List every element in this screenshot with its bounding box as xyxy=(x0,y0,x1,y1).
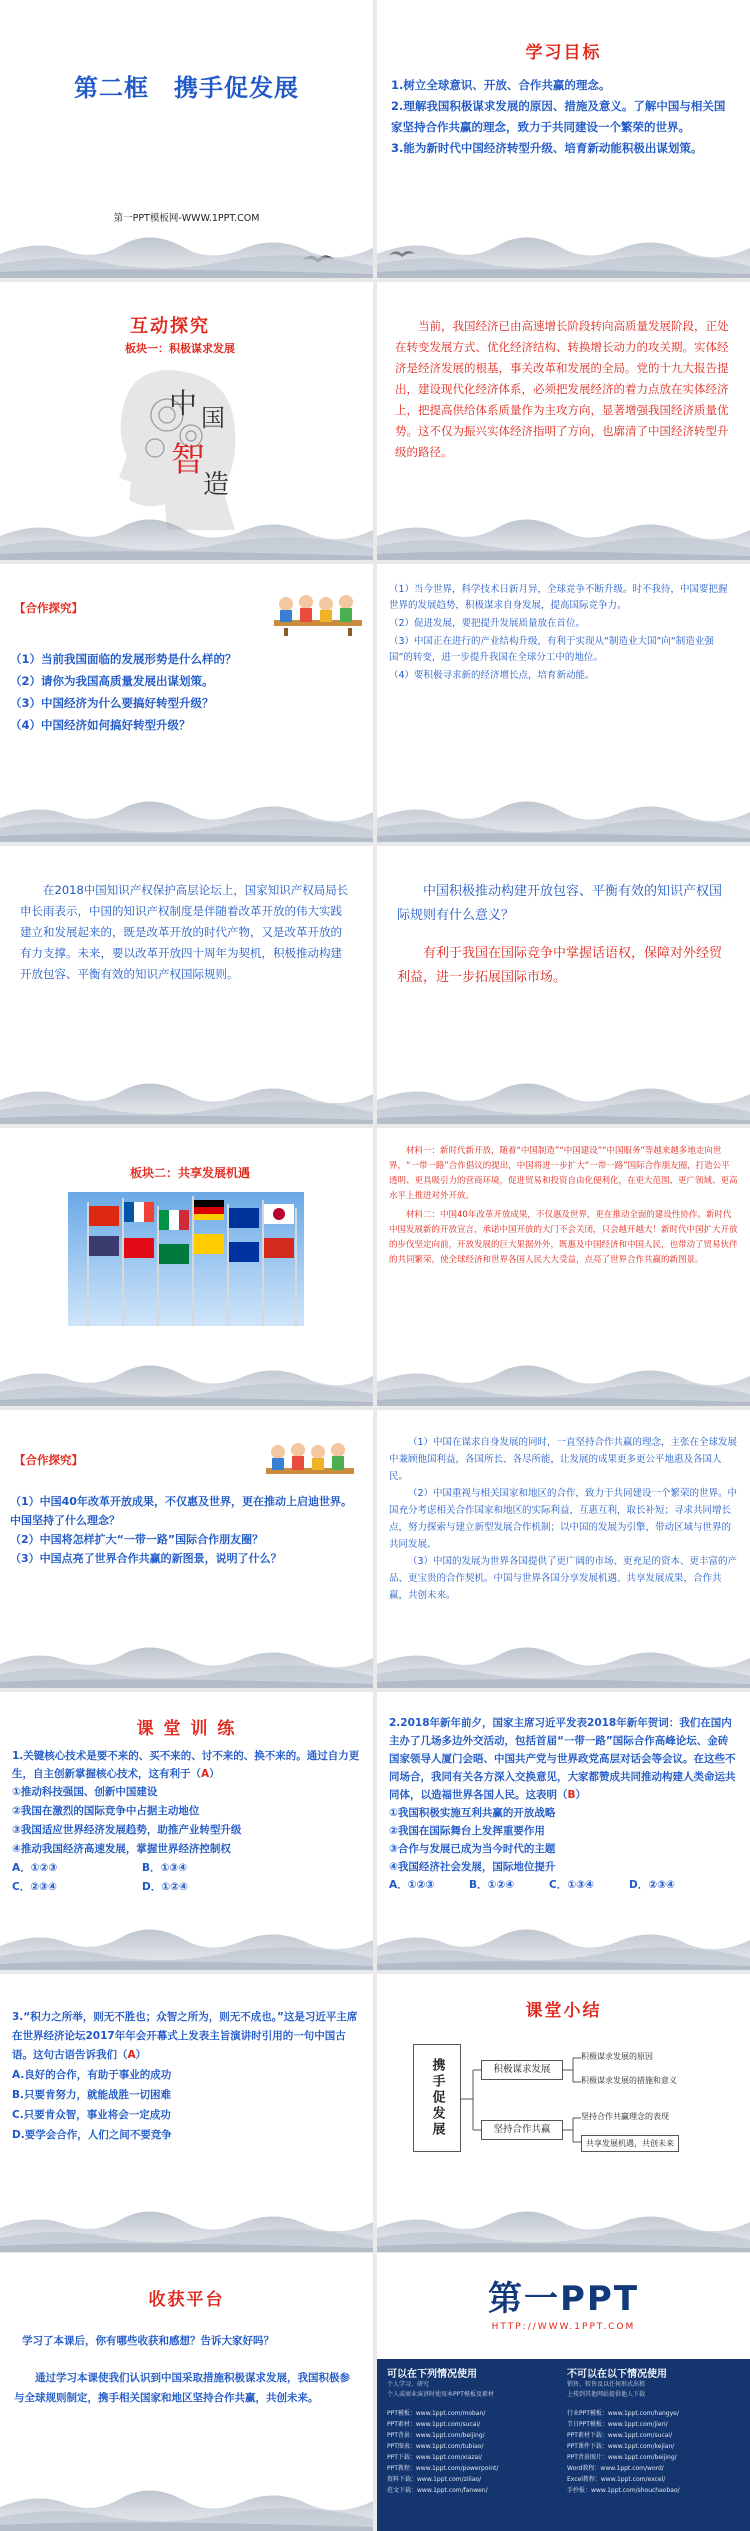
option: D.要学会合作，人们之间不要竞争 xyxy=(12,2129,172,2141)
answer: （2）中国重视与相关国家和地区的合作，致力于共同建设一个繁荣的世界。中国充分考虑相关合作国家和地区的实际利益，互惠互利，取长补短；寻求共同增长点，努力探索与建立新型发展合作机制；以中国的发展为引擎，带动区域与世界的共同发展。 xyxy=(389,1488,738,1550)
children-illustration xyxy=(270,586,366,636)
slide-title: 课堂小结 xyxy=(525,2001,602,2021)
slide-16[interactable] xyxy=(377,1974,750,2252)
art-char: 智 xyxy=(171,440,205,480)
goal-item: 1.树立全球意识、开放、合作共赢的理念。 xyxy=(391,78,611,92)
summary-leaf: 积极谋求发展的措施和意义 xyxy=(581,2076,677,2085)
mountain-background xyxy=(0,208,373,278)
mountain-background xyxy=(0,1054,373,1124)
answer-letter: A xyxy=(201,1768,210,1780)
logo-text: 第一PPT xyxy=(487,2279,640,2319)
question-stem: 1.关键核心技术是要不来的、买不来的、讨不来的、换不来的。通过自力更生，自主创新掌握核心技术，这有利于（A） xyxy=(12,1750,360,1780)
section-heading: 【合作探究】 xyxy=(14,601,83,615)
summary-text: 通过学习本课使我们认识到中国采取措施积极谋求发展，我国积极参与全球规则制定，携手相关国家和地区坚持合作共赢，共创未来。 xyxy=(14,2372,350,2404)
option: A.良好的合作，有助于事业的成功 xyxy=(12,2069,172,2081)
section-heading: 【合作探究】 xyxy=(14,1453,83,1467)
site-link[interactable]: PPT模板：www.1ppt.com/moban/ xyxy=(387,2410,486,2417)
site-link[interactable]: PPT背景图片：www.1ppt.com/beijing/ xyxy=(567,2454,677,2461)
choice: B．①③④ xyxy=(142,1862,188,1874)
site-link[interactable]: PPT素材下载：www.1ppt.com/sucai/ xyxy=(567,2432,673,2439)
slide-13[interactable] xyxy=(0,1692,373,1970)
mountain-background xyxy=(0,1336,373,1406)
goal-item: 3.能为新时代中国经济转型升级、培育新动能积极出谋划策。 xyxy=(391,141,703,155)
question: （1）当前我国面临的发展形势是什么样的？ xyxy=(10,652,237,666)
flags-photo xyxy=(68,1192,304,1326)
art-char: 国 xyxy=(201,404,225,432)
slide-6[interactable] xyxy=(377,564,750,842)
summary-leaf: 积极谋求发展的原因 xyxy=(581,2052,653,2061)
site-link[interactable]: 节日PPT模板：www.1ppt.com/jieri/ xyxy=(567,2421,668,2428)
mountain-background xyxy=(377,1618,750,1688)
question: （1）中国40年改革开放成果，不仅惠及世界，更在推动上启迪世界。中国坚持了什么理念？ xyxy=(10,1495,352,1527)
art-char: 造 xyxy=(203,470,230,500)
mountain-background xyxy=(0,772,373,842)
mountain-background xyxy=(377,772,750,842)
answer: （1）中国在谋求自身发展的同时，一直坚持合作共赢的理念，主张在全球发展中兼顾他国利益，各国所长、各尽所能，让发展的成果更多更公平地惠及各国人民。 xyxy=(389,1437,738,1482)
block-label: 板块二：共享发展机遇 xyxy=(130,1166,251,1180)
slide-11[interactable] xyxy=(0,1410,373,1688)
slide-title: 第二框 携手促发展 xyxy=(74,74,299,102)
option: ③合作与发展已成为当今时代的主题 xyxy=(389,1843,556,1855)
choice: B．①②④ xyxy=(469,1879,515,1891)
mountain-background xyxy=(377,1336,750,1406)
slide-12[interactable] xyxy=(377,1410,750,1688)
question: （3）中国经济为什么要搞好转型升级？ xyxy=(10,696,214,710)
site-link[interactable]: 行业PPT模板：www.1ppt.com/hangye/ xyxy=(567,2410,679,2417)
slide-18[interactable] xyxy=(377,2253,750,2531)
logo-url: HTTP://WWW.1PPT.COM xyxy=(491,2322,636,2332)
option: ①推动科技强国、创新中国建设 xyxy=(12,1786,158,1798)
material-text: 材料一：新时代新开放，随着“中国制造”“中国建设”“中国服务”等越来越多地走向世界，“一带一路”合作倡议的提出，中国将进一步扩大“一带一路”国际合作朋友圈，打造公平透明、更具吸引力的营商环境，促进贸易和投资自由化便利化，在更大范围、更广领域、更高水平上推进对外开放。 xyxy=(389,1146,738,1201)
question: （2）请你为我国高质量发展出谋划策。 xyxy=(10,674,214,688)
mountain-background xyxy=(0,1900,373,1970)
slide-7[interactable] xyxy=(0,846,373,1124)
summary-leaf: 坚持合作共赢理念的表现 xyxy=(581,2112,669,2121)
option: ④推动我国经济高速发展，掌握世界经济控制权 xyxy=(12,1843,231,1855)
mountain-background xyxy=(0,1618,373,1688)
answer: 有利于我国在国际竞争中掌握话语权，保障对外经贸利益，进一步拓展国际市场。 xyxy=(397,946,723,985)
question: （4）中国经济如何搞好转型升级？ xyxy=(10,718,191,732)
site-link[interactable]: 手抄报：www.1ppt.com/shouchaobao/ xyxy=(567,2487,680,2494)
option: ②我国在国际舞台上发挥重要作用 xyxy=(389,1825,545,1837)
mountain-background xyxy=(377,1054,750,1124)
children-illustration xyxy=(262,1434,358,1484)
allowed-line: 个人或商业演讲时使用本PPT模板及素材 xyxy=(387,2391,494,2398)
slide-1[interactable] xyxy=(0,0,373,278)
summary-root: 携手促发展 xyxy=(413,2044,461,2152)
site-link[interactable]: PPT教程：www.1ppt.com/powerpoint/ xyxy=(387,2465,499,2472)
art-char: 中 xyxy=(169,387,198,420)
choice: C．②③④ xyxy=(12,1881,57,1893)
site-link[interactable]: PPT课件下载：www.1ppt.com/kejian/ xyxy=(567,2443,675,2450)
mountain-background xyxy=(377,490,750,560)
mountain-background xyxy=(0,2461,373,2531)
answer-letter: A xyxy=(127,2049,136,2061)
mountain-background xyxy=(0,2182,373,2252)
allowed-title: 可以在下列情况使用 xyxy=(387,2369,477,2380)
mountain-background xyxy=(377,208,750,278)
slide-title: 互动探究 xyxy=(130,316,210,337)
slide-15[interactable] xyxy=(0,1974,373,2252)
answer: （3）中国的发展为世界各国提供了更广阔的市场、更充足的资本、更丰富的产品、更宝贵的合作契机。中国与世界各国分享发展机遇、共享发展成果，合作共赢，共创未来。 xyxy=(389,1556,738,1601)
option: ③我国适应世界经济发展趋势，助推产业转型升级 xyxy=(12,1824,242,1836)
summary-leaf: 共享发展机遇，共创未来 xyxy=(581,2135,679,2152)
case-text: 在2018中国知识产权保护高层论坛上，国家知识产权局局长申长雨表示，中国的知识产权制度是伴随着改革开放的伟大实践建立和发展起来的，既是改革开放的时代产物，又是改革开放的有力支撑。未来，要以改革开放四十周年为契机，积极推动构建开放包容、平衡有效的知识产权国际规则。 xyxy=(20,883,349,981)
forbidden-line: 销售、转售及以任何形式出租 xyxy=(567,2381,646,2388)
option: ①我国积极实施互利共赢的开放战略 xyxy=(389,1807,556,1819)
mountain-background xyxy=(0,490,373,560)
option: ②我国在激烈的国际竞争中占据主动地位 xyxy=(12,1805,200,1817)
site-link[interactable]: PPT素材：www.1ppt.com/sucai/ xyxy=(387,2421,481,2428)
goal-item: 2.理解我国积极谋求发展的原因、措施及意义。了解中国与相关国家坚持合作共赢的理念，致力于共同建设一个繁荣的世界。 xyxy=(391,99,726,134)
slide-4[interactable] xyxy=(377,282,750,560)
slide-2[interactable] xyxy=(377,0,750,278)
slide-title: 收获平台 xyxy=(148,2290,225,2310)
reflection-question: 学习了本课后，你有哪些收获和感想？告诉大家好吗？ xyxy=(22,2335,274,2347)
slide-5[interactable] xyxy=(0,564,373,842)
question-stem: 2.2018年新年前夕，国家主席习近平发表2018年新年贺词：我们在国内主办了几场多边外交活动，包括首届“一带一路”国际合作高峰论坛、金砖国家领导人厦门会晤、中国共产党与世界政党高层对话会等会议。在这些不同场合，我同有关各方深入交换意见，大家都赞成共同推动构建人类命运共同体，以造福世界各国人民。这表明（B） xyxy=(389,1717,736,1801)
answer: （2）促进发展，要把提升发展质量放在首位。 xyxy=(389,618,586,629)
slide-9[interactable] xyxy=(0,1128,373,1406)
mountain-background xyxy=(377,1900,750,1970)
slide-14[interactable] xyxy=(377,1692,750,1970)
slide-title: 课 堂 训 练 xyxy=(136,1719,237,1739)
slide-3[interactable] xyxy=(0,282,373,560)
answer-letter: B xyxy=(567,1789,576,1801)
question: 中国积极推动构建开放包容、平衡有效的知识产权国际规则有什么意义？ xyxy=(397,884,723,923)
slide-subtitle: 第一PPT模板网-WWW.1PPT.COM xyxy=(113,213,260,224)
slide-title: 学习目标 xyxy=(525,43,602,63)
option: C.只要肯众智，事业将会一定成功 xyxy=(12,2109,171,2121)
option: B.只要肯努力，就能战胜一切困难 xyxy=(12,2089,171,2101)
allowed-line: 个人学习、研究 xyxy=(387,2381,430,2388)
choice: D．①②④ xyxy=(142,1881,188,1893)
slide-8[interactable] xyxy=(377,846,750,1124)
answer: （3）中国正在进行的产业结构升级，有利于实现从“制造业大国”向“制造业强国”的转变，进一步提升我国在全球分工中的地位。 xyxy=(389,636,714,663)
usage-panel xyxy=(377,2359,750,2531)
answer: （1）当今世界，科学技术日新月异，全球竞争不断升级。时不我待，中国要把握世界的发展趋势，积极谋求自身发展，提高国际竞争力。 xyxy=(389,584,728,611)
question-stem: 3.“积力之所举，则无不胜也；众智之所为，则无不成也。”这是习近平主席在世界经济论坛2017年年会开幕式上发表主旨演讲时引用的一句中国古语。这句古语告诉我们（A） xyxy=(12,2011,358,2061)
site-link[interactable]: PPT下载：www.1ppt.com/xiazai/ xyxy=(387,2454,482,2461)
site-link[interactable]: PPT背景：www.1ppt.com/beijing/ xyxy=(387,2432,485,2439)
site-link[interactable]: PPT图表：www.1ppt.com/tubiao/ xyxy=(387,2443,484,2450)
case-text: 当前，我国经济已由高速增长阶段转向高质量发展阶段，正处在转变发展方式、优化经济结构、转换增长动力的攻关期。实体经济是经济发展的根基，事关改革和发展的全局。党的十九大报告提出，建设现代化经济体系，必须把发展经济的着力点放在实体经济上，把提高供给体系质量作为主攻方向，显著增强我国经济质量优势。这不仅为振兴实体经济指明了方向，也廓清了中国经济转型升级的路径。 xyxy=(395,319,729,459)
block-label: 板块一：积极谋求发展 xyxy=(125,342,235,355)
site-link[interactable]: 资料下载：www.1ppt.com/ziliao/ xyxy=(387,2476,482,2483)
question: （3）中国点亮了世界合作共赢的新图景，说明了什么？ xyxy=(10,1552,282,1565)
site-link[interactable]: Word教程：www.1ppt.com/word/ xyxy=(567,2465,664,2472)
site-link[interactable]: Excel教程：www.1ppt.com/excel/ xyxy=(567,2476,666,2483)
choice: A．①②③ xyxy=(12,1862,58,1874)
option: ④我国经济社会发展，国际地位提升 xyxy=(389,1861,556,1873)
choice: C．①③④ xyxy=(549,1879,594,1891)
choice: D．②③④ xyxy=(629,1879,675,1891)
slide-10[interactable] xyxy=(377,1128,750,1406)
site-link[interactable]: 范文下载：www.1ppt.com/fanwen/ xyxy=(387,2487,488,2494)
summary-branch: 积极谋求发展 xyxy=(481,2060,563,2080)
question: （2）中国将怎样扩大“一带一路”国际合作朋友圈？ xyxy=(10,1533,264,1546)
forbidden-line: 上传到其他网站提供他人下载 xyxy=(567,2391,646,2398)
slide-17[interactable] xyxy=(0,2253,373,2531)
logo xyxy=(377,2271,750,2332)
material-text: 材料二：中国40年改革开放成果，不仅惠及世界，更在推动全面的建设性协作。新时代中国发展新的开放宣言，承诺中国开放的大门不会关闭，只会越开越大！新时代中国扩大开放的步伐坚定向前，开放发展的巨大果据外外，既惠及中国经济和中国人民，也带动了贸易伙伴的共同繁荣，使全球经济和世界各国人民大大受益，点亮了世界合作共赢的新图景。 xyxy=(389,1210,738,1265)
forbidden-title: 不可以在以下情况使用 xyxy=(567,2369,667,2380)
choice: A．①②③ xyxy=(389,1879,435,1891)
summary-branch: 坚持合作共赢 xyxy=(481,2120,563,2140)
answer: （4）要积极寻求新的经济增长点，培育新动能。 xyxy=(389,670,595,681)
mountain-background xyxy=(377,2182,750,2252)
